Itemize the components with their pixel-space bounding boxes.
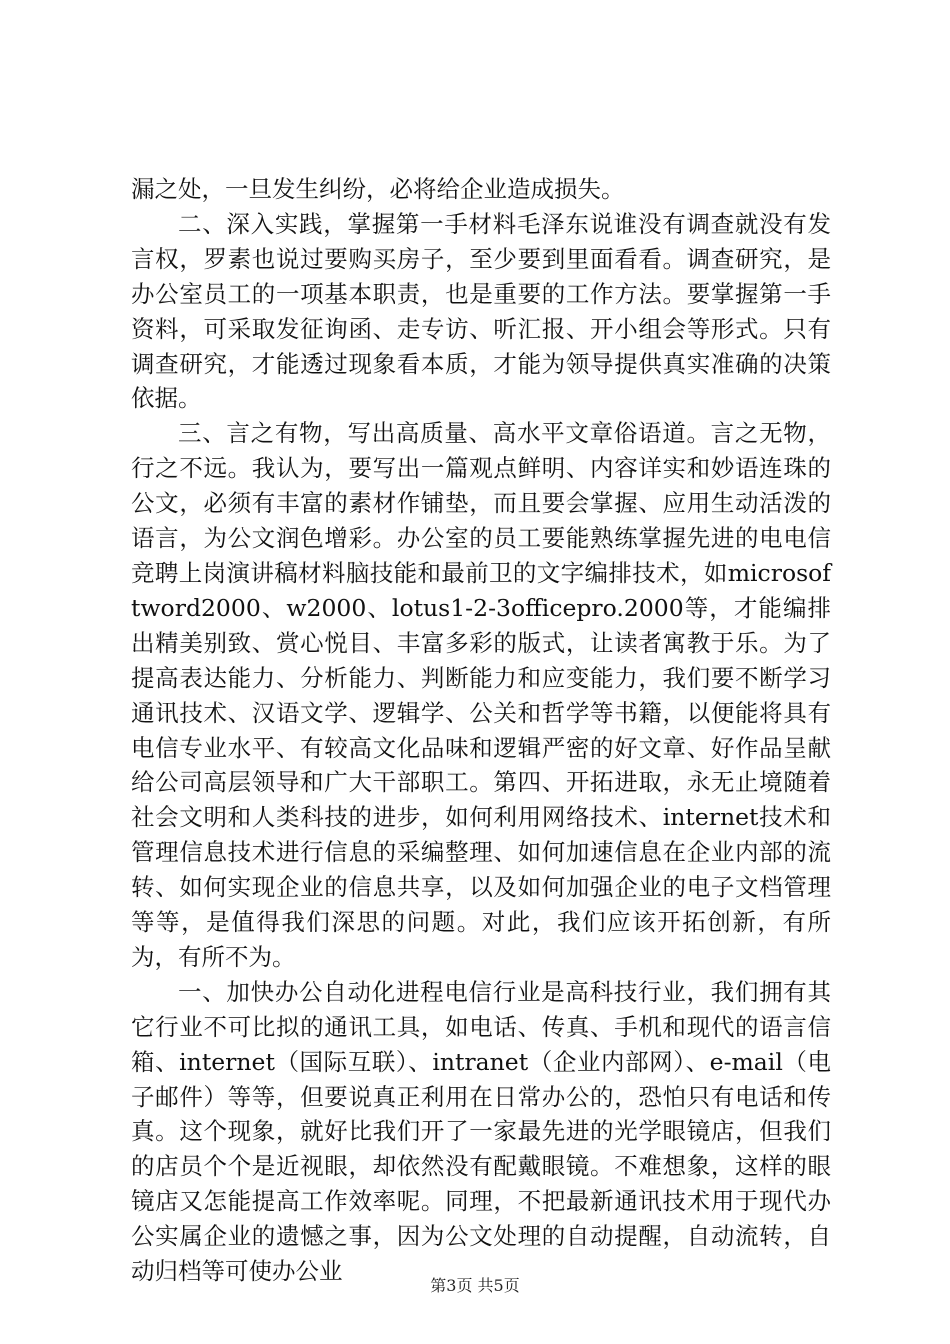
page-footer: 第3页 共5页: [430, 1276, 520, 1295]
paragraph-4: 一、加快办公自动化进程电信行业是高科技行业，我们拥有其它行业不可比拟的通讯工具，如电话、传真、手机和现代的语言信箱、internet（国际互联）、intranet（企业内部网）、e-mail（电子邮件）等等，但要说真正利用在日常办公的，恐怕只有电话和传真。这个现象，就好比我们开了一家最先进的光学眼镜店，但我们的店员个个是近视眼，却依然没有配戴眼镜。不难想象，这样的眼镜店又怎能提高工作效率呢。同理，不把最新通讯技术用于现代办公实属企业的遗憾之事，因为公文处理的自动提醒，自动流转，自动归档等可使办公业: [131, 977, 831, 1286]
paragraph-2: 二、深入实践，掌握第一手材料毛泽东说谁没有调查就没有发言权，罗素也说过要购买房子，至少要到里面看看。调查研究，是办公室员工的一项基本职责，也是重要的工作方法。要掌握第一手资料，可采取发征询函、走专访、听汇报、开小组会等形式。只有调查研究，才能透过现象看本质，才能为领导提供真实准确的决策依据。: [131, 209, 831, 413]
paragraph-3: 三、言之有物，写出高质量、高水平文章俗语道。言之无物，行之不远。我认为，要写出一篇观点鲜明、内容详实和妙语连珠的公文，必须有丰富的素材作铺垫，而且要会掌握、应用生动活泼的语言，为公文润色增彩。办公室的员工要能熟练掌握先进的电电信竞聘上岗演讲稿材料脑技能和最前卫的文字编排技术，如microsoftword2000、w2000、lotus1-2-3officepro.2000等，才能编排出精美别致、赏心悦目、丰富多彩的版式，让读者寓教于乐。为了提高表达能力、分析能力、判断能力和应变能力，我们要不断学习通讯技术、汉语文学、逻辑学、公关和哲学等书籍，以便能将具有电信专业水平、有较高文化品味和逻辑严密的好文章、好作品呈献给公司高层领导和广大干部职工。第四、开拓进取，永无止境随着社会文明和人类科技的进步，如何利用网络技术、internet技术和管理信息技术进行信息的采编整理、如何加速信息在企业内部的流转、如何实现企业的信息共享，以及如何加强企业的电子文档管理等等，是值得我们深思的问题。对此，我们应该开拓创新，有所为，有所不为。: [131, 419, 831, 971]
document-body: [131, 172, 831, 1289]
paragraph-1: 漏之处，一旦发生纠纷，必将给企业造成损失。: [131, 175, 625, 203]
